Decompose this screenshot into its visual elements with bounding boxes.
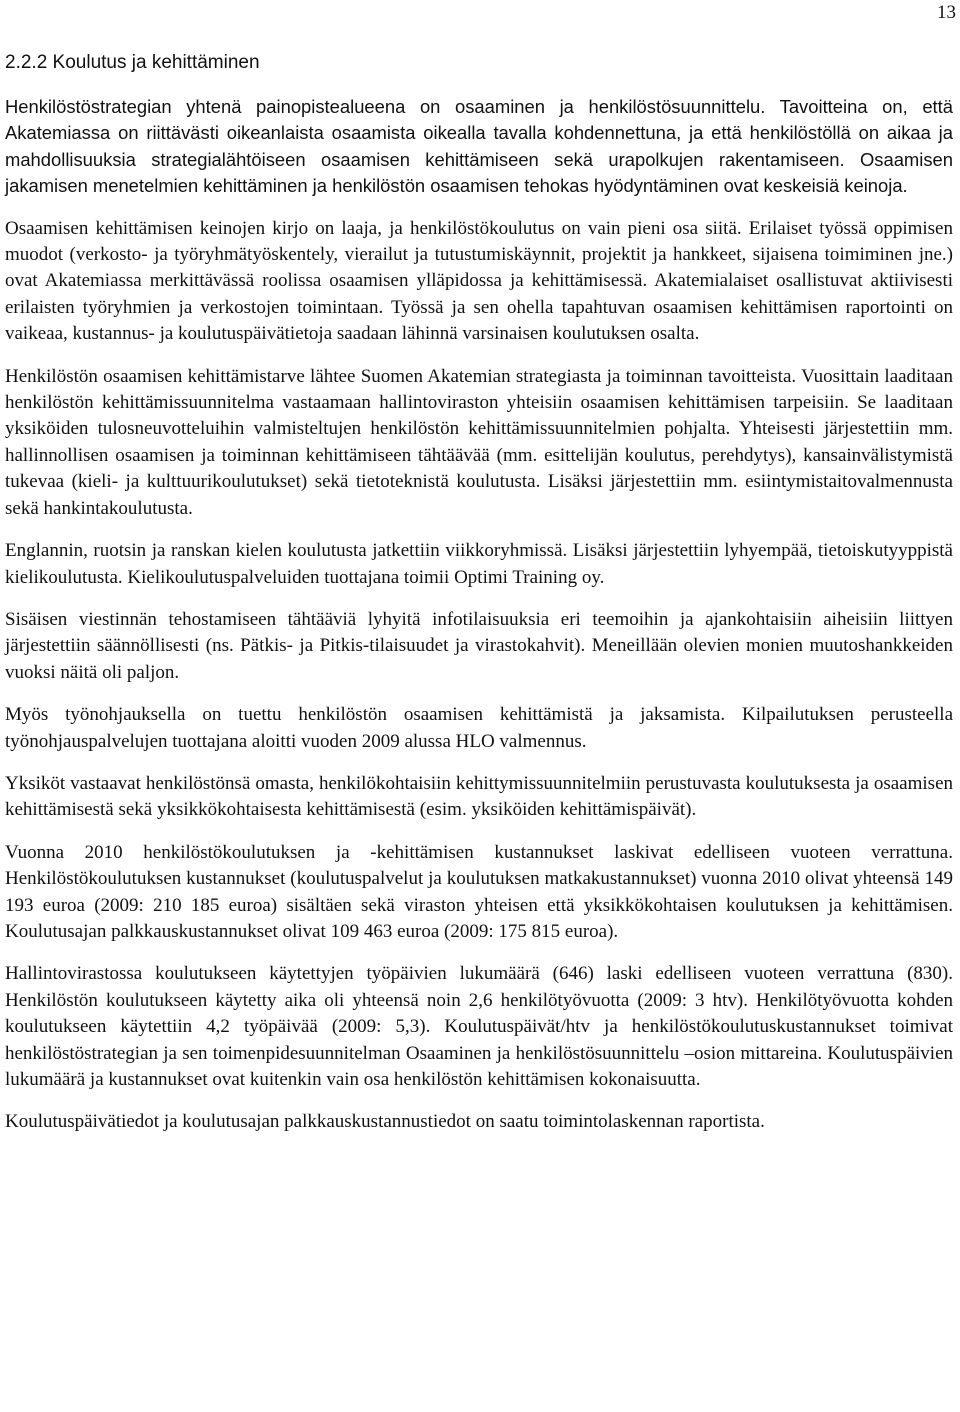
paragraph-training-days: Hallintovirastossa koulutukseen käytettyjen työpäivien lukumäärä (646) laski edelliseen vuoteen verrattuna (830). Henkilöstön koulutukseen käytetty aika oli yhteensä noin 2,6 henkilötyövuotta (2009: 3 htv). Henkilötyövuotta kohden koulutukseen käytettiin 4,2 työpäivää (2009: 5,3). Koulutuspäivät/htv ja henkilöstökoulutuskustannukset toimivat henkilöstöstrategian ja sen toimenpidesuunnitelman Osaaminen ja henkilöstösuunnittelu –osion mittareina. Koulutuspäivien lukumäärä ja kustannukset ovat kuitenkin vain osa henkilöstön kehittämisen kokonaisuutta. — [5, 963, 953, 1090]
paragraph-development-needs: Henkilöstön osaamisen kehittämistarve lähtee Suomen Akatemian strategiasta ja toiminnan tavoitteista. Vuosittain laaditaan henkilöstön kehittämissuunnitelma vastaamaan hallintoviraston yhteisiin osaamisen kehittämisen tarpeisiin. Se laaditaan yksiköiden tulosneuvotteluihin valmisteltujen henkilöstön kehittämissuunnitelmien pohjalta. Yhteisesti järjestettiin mm. hallinnollisen osaamisen ja toiminnan kehittämiseen tähtäävää (mm. esittelijän koulutus, perehdytys), kansainvälistymistä tukevaa (kieli- ja kulttuurikoulutukset) sekä tietoteknistä koulutusta. Lisäksi järjestettiin mm. esiintymistaitovalmennusta sekä hankintakoulutusta. — [5, 365, 953, 519]
paragraph-work-counselling: Myös työnohjauksella on tuettu henkilöstön osaamisen kehittämistä ja jaksamista. Kilpailutuksen perusteella työnohjauspalvelujen tuottajana aloitti vuoden 2009 alussa HLO valmennus. — [5, 704, 953, 752]
paragraph-internal-communication: Sisäisen viestinnän tehostamiseen tähtääviä lyhyitä infotilaisuuksia eri teemoihin ja ajankohtaisiin aiheisiin liittyen järjestettiin säännöllisesti (ns. Pätkis- ja Pitkis-tilaisuudet ja virastokahvit). Meneillään olevien monien muutoshankkeiden vuoksi näitä oli paljon. — [5, 608, 953, 683]
paragraph-training-costs: Vuonna 2010 henkilöstökoulutuksen ja -kehittämisen kustannukset laskivat edelliseen vuoteen verrattuna. Henkilöstökoulutuksen kustannukset (koulutuspalvelut ja koulutuksen matkakustannukset) vuonna 2010 olivat yhteensä 149 193 euroa (2009: 210 185 euroa) sisältäen sekä viraston yhteisen että yksikkökohtaisen koulutuksen ja kehittämisen. Koulutusajan palkkauskustannukset olivat 109 463 euroa (2009: 175 815 euroa). — [5, 841, 953, 942]
paragraph-unit-responsibility: Yksiköt vastaavat henkilöstönsä omasta, henkilökohtaisiin kehittymissuunnitelmiin perustuvasta koulutuksesta ja osaamisen kehittämisestä sekä yksikkökohtaisesta kehittämisestä (esim. yksiköiden kehittämispäivät). — [5, 772, 953, 821]
paragraph-strategy: Henkilöstöstrategian yhtenä painopistealueena on osaaminen ja henkilöstösuunnittelu. Tavoitteina on, että Akatemiassa on riittävästi oikeanlaista osaamista oikealla tavalla kohdennettuna, ja että henkilöstöllä on aikaa ja mahdollisuuksia strategialähtöiseen osaamisen kehittämiseen sekä urapolkujen rakentamiseen. Osaamisen jakamisen menetelmien kehittäminen ja henkilöstön osaamisen tehokas hyödyntäminen ovat keskeisiä keinoja. — [5, 96, 953, 197]
paragraph-data-source: Koulutuspäivätiedot ja koulutusajan palkkauskustannustiedot on saatu toimintolaskennan raportista. — [5, 1111, 765, 1133]
document-body — [5, 80, 953, 1136]
section-heading: 2.2.2 Koulutus ja kehittäminen — [5, 52, 260, 73]
paragraph-language-training: Englannin, ruotsin ja ranskan kielen koulutusta jatkettiin viikkoryhmissä. Lisäksi järjestettiin lyhyempää, tietoiskutyyppistä kielikoulutusta. Kielikoulutuspalveluiden tuottajana toimii Optimi Training oy. — [5, 540, 953, 588]
paragraph-development-means: Osaamisen kehittämisen keinojen kirjo on laaja, ja henkilöstökoulutus on vain pieni osa siitä. Erilaiset työssä oppimisen muodot (verkosto- ja työryhmätyöskentely, vierailut ja tutustumiskäynnit, projektit ja hankkeet, sijaisena toimiminen jne.) ovat Akatemiassa merkittävässä roolissa osaamisen ylläpidossa ja kehittämisessä. Akatemialaiset osallistuvat aktiivisesti erilaisten työryhmien ja verkostojen toimintaan. Työssä ja sen ohella tapahtuvan osaamisen kehittämisen raportointi on vaikeaa, kustannus- ja koulutuspäivätietoja saadaan lähinnä varsinaisen koulutuksen osalta. — [5, 217, 953, 345]
page-number: 13 — [937, 2, 956, 23]
